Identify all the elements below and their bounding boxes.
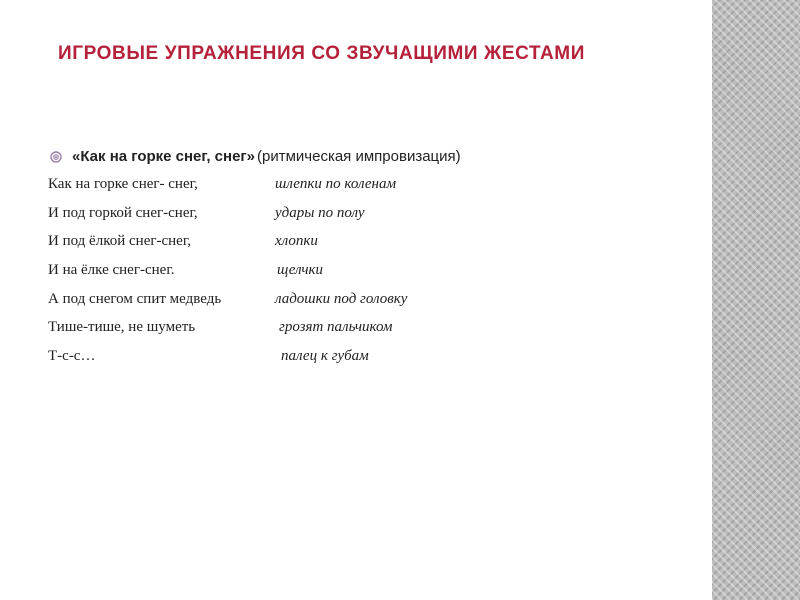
circle-bullet-icon — [50, 151, 62, 163]
verse-text: Тише-тише, не шуметь — [48, 319, 196, 336]
verse-gesture: удары по полу — [275, 204, 365, 221]
verse-text: И под горкой снег-снег, — [48, 204, 198, 221]
song-heading — [50, 148, 461, 165]
verse-text: Т-с-с… — [48, 348, 96, 365]
verse-gesture: щелчки — [277, 262, 323, 279]
verse-text: И на ёлке снег-снег. — [48, 262, 175, 279]
verse-gesture: шлепки по коленам — [275, 176, 397, 192]
verse-text: А под снегом спит медведь — [48, 290, 222, 307]
verse-gesture: ладошки под головку — [275, 290, 408, 307]
verse-gesture: палец к губам — [281, 348, 369, 365]
song-title: «Как на горке снег, снег» — [72, 148, 256, 165]
verse-gesture: грозят пальчиком — [279, 319, 393, 336]
decorative-side-pattern — [712, 0, 800, 600]
verse-text: И под ёлкой снег-снег, — [48, 233, 192, 250]
verse-text: Как на горке снег- снег, — [48, 176, 198, 192]
song-note: (ритмическая импровизация) — [257, 148, 461, 165]
verse-gesture: хлопки — [275, 233, 318, 250]
slide-title: ИГРОВЫЕ УПРАЖНЕНИЯ СО ЗВУЧАЩИМИ ЖЕСТАМИ — [58, 43, 585, 64]
